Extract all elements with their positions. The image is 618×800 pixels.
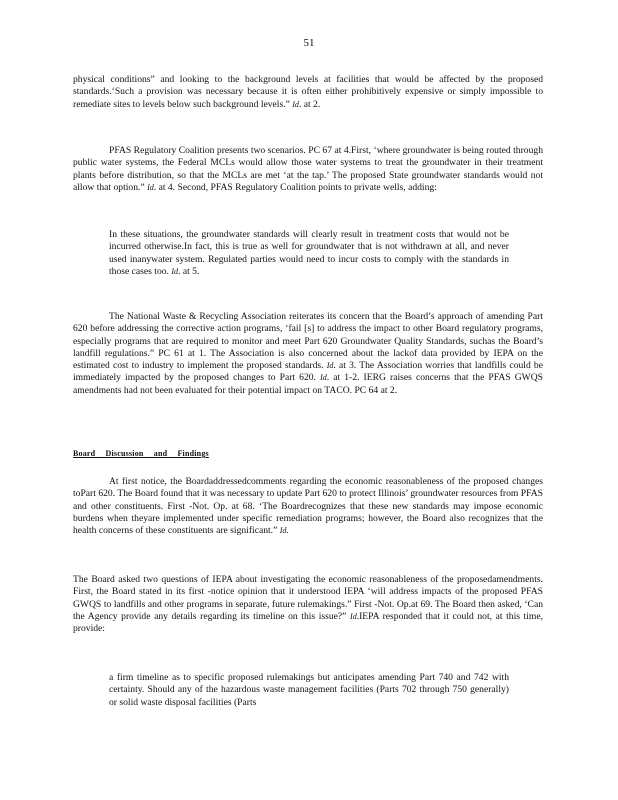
paragraph-text: . at 2.: [298, 98, 321, 110]
block-quote-iepa-response: [109, 672, 509, 709]
paragraph-text: . at 3. The Association worries that landfills could be immediately impacted by the proposed changes to Part 620.: [73, 360, 543, 384]
citation-id: Id: [171, 266, 179, 276]
paragraph-text: physical conditions” and looking to the background levels at facilities that would be affected by the proposed standards.‘Such a provision was necessary because it is often either prohibitively expensive or simply impossible to remediate sites to levels below such background levels.”: [73, 74, 543, 110]
page-number: 51: [303, 37, 315, 49]
quote-text: a firm timeline as to specific proposed rulemakings but anticipates amending Part 740 and 742 with certainty. Should any of the hazardous waste management facilities (Parts 702 through 750 generally) or solid waste disposal facilities (Parts: [109, 672, 509, 708]
paragraph-pfas-coalition: [73, 145, 543, 194]
quote-text: In these situations, the groundwater standards will clearly result in treatment costs that would not be incurred otherwise.In fact, this is true as well for groundwater that is not withdrawn at all, and never used inanywater system. Regulated parties would need to incur costs to comply with the standards in those cases too.: [109, 229, 509, 277]
citation-id: Id: [279, 526, 287, 536]
citation-id: Id: [147, 182, 154, 192]
paragraph-text: . at 4. Second, PFAS Regulatory Coalition points to private wells, adding:: [153, 181, 437, 193]
paragraph-text: . at 1-2. IERG raises concerns that the PFAS GWQS amendments had not been evaluated for their potential impact on TACO. PC 64 at 2.: [73, 372, 543, 396]
paragraph-text: The Board asked two questions of IEPA about investigating the economic reasonableness of the proposedamendments. First, the Board stated in its first -notice opinion that it understood IEPA ‘will address impacts of the proposed PFAS GWQS to landfills and other programs in separate, future rulemakings.” First -Not. Op.at 69. The Board then asked, ‘Can the Agency provide any details regarding its timeline on this issue?”: [73, 574, 543, 622]
block-quote-private-wells: [109, 229, 509, 278]
citation-id: Id: [326, 361, 334, 371]
paragraph-text: At first notice, the Boardaddressedcomments regarding the economic reasonableness of the proposed changes toPart 620. The Board found that it was necessary to update Part 620 to protect Illinois’ groundwater resources from PFAS and other constituents. First -Not. Op. at 68. ‘The Boardrecognizes that these new standards may impose economic burdens when theyare implemented under specific remediation programs; however, the Board also recognizes that the health concerns of these constituents are significant.”: [73, 476, 543, 537]
paragraph-waste-recycling-association: [73, 311, 543, 397]
paragraph-text: The National Waste & Recycling Association reiterates its concern that the Board’s approach of amending Part 620 before addressing the corrective action programs, ‘fail [s] to address the impact to other Board regulatory programs, especially programs that are required to monitor and meet Part 620 Groundwater Quality Standards, suchas the Board’s landfill regulations.” PC 61 at 1. The Association is also concerned about the lackof data provided by IEPA on the estimated cost to industry to implement the proposed standards.: [73, 311, 543, 372]
paragraph-background-levels: [73, 74, 543, 111]
paragraph-text: PFAS Regulatory Coalition presents two scenarios. PC 67 at 4.First, ‘where groundwater is being routed through public water systems, the Federal MCLs would allow those water systems to treat the groundwater in their treatment plants before distribution, so that the MCLs are met ‘at the tap.’ The proposed State groundwater standards would not allow that option.”: [73, 145, 543, 193]
citation-id: Id: [320, 373, 327, 383]
citation-id: Id: [350, 611, 357, 621]
paragraph-first-notice: [73, 476, 543, 537]
paragraph-board-questions: [73, 574, 543, 635]
section-heading: Board Discussion and Findings: [73, 449, 209, 458]
quote-text: . at 5.: [178, 265, 200, 277]
citation-id: Id: [292, 99, 299, 109]
paragraph-text: .: [286, 525, 289, 537]
paragraph-text: .IEPA responded that it could not, at this time, provide:: [73, 610, 543, 635]
